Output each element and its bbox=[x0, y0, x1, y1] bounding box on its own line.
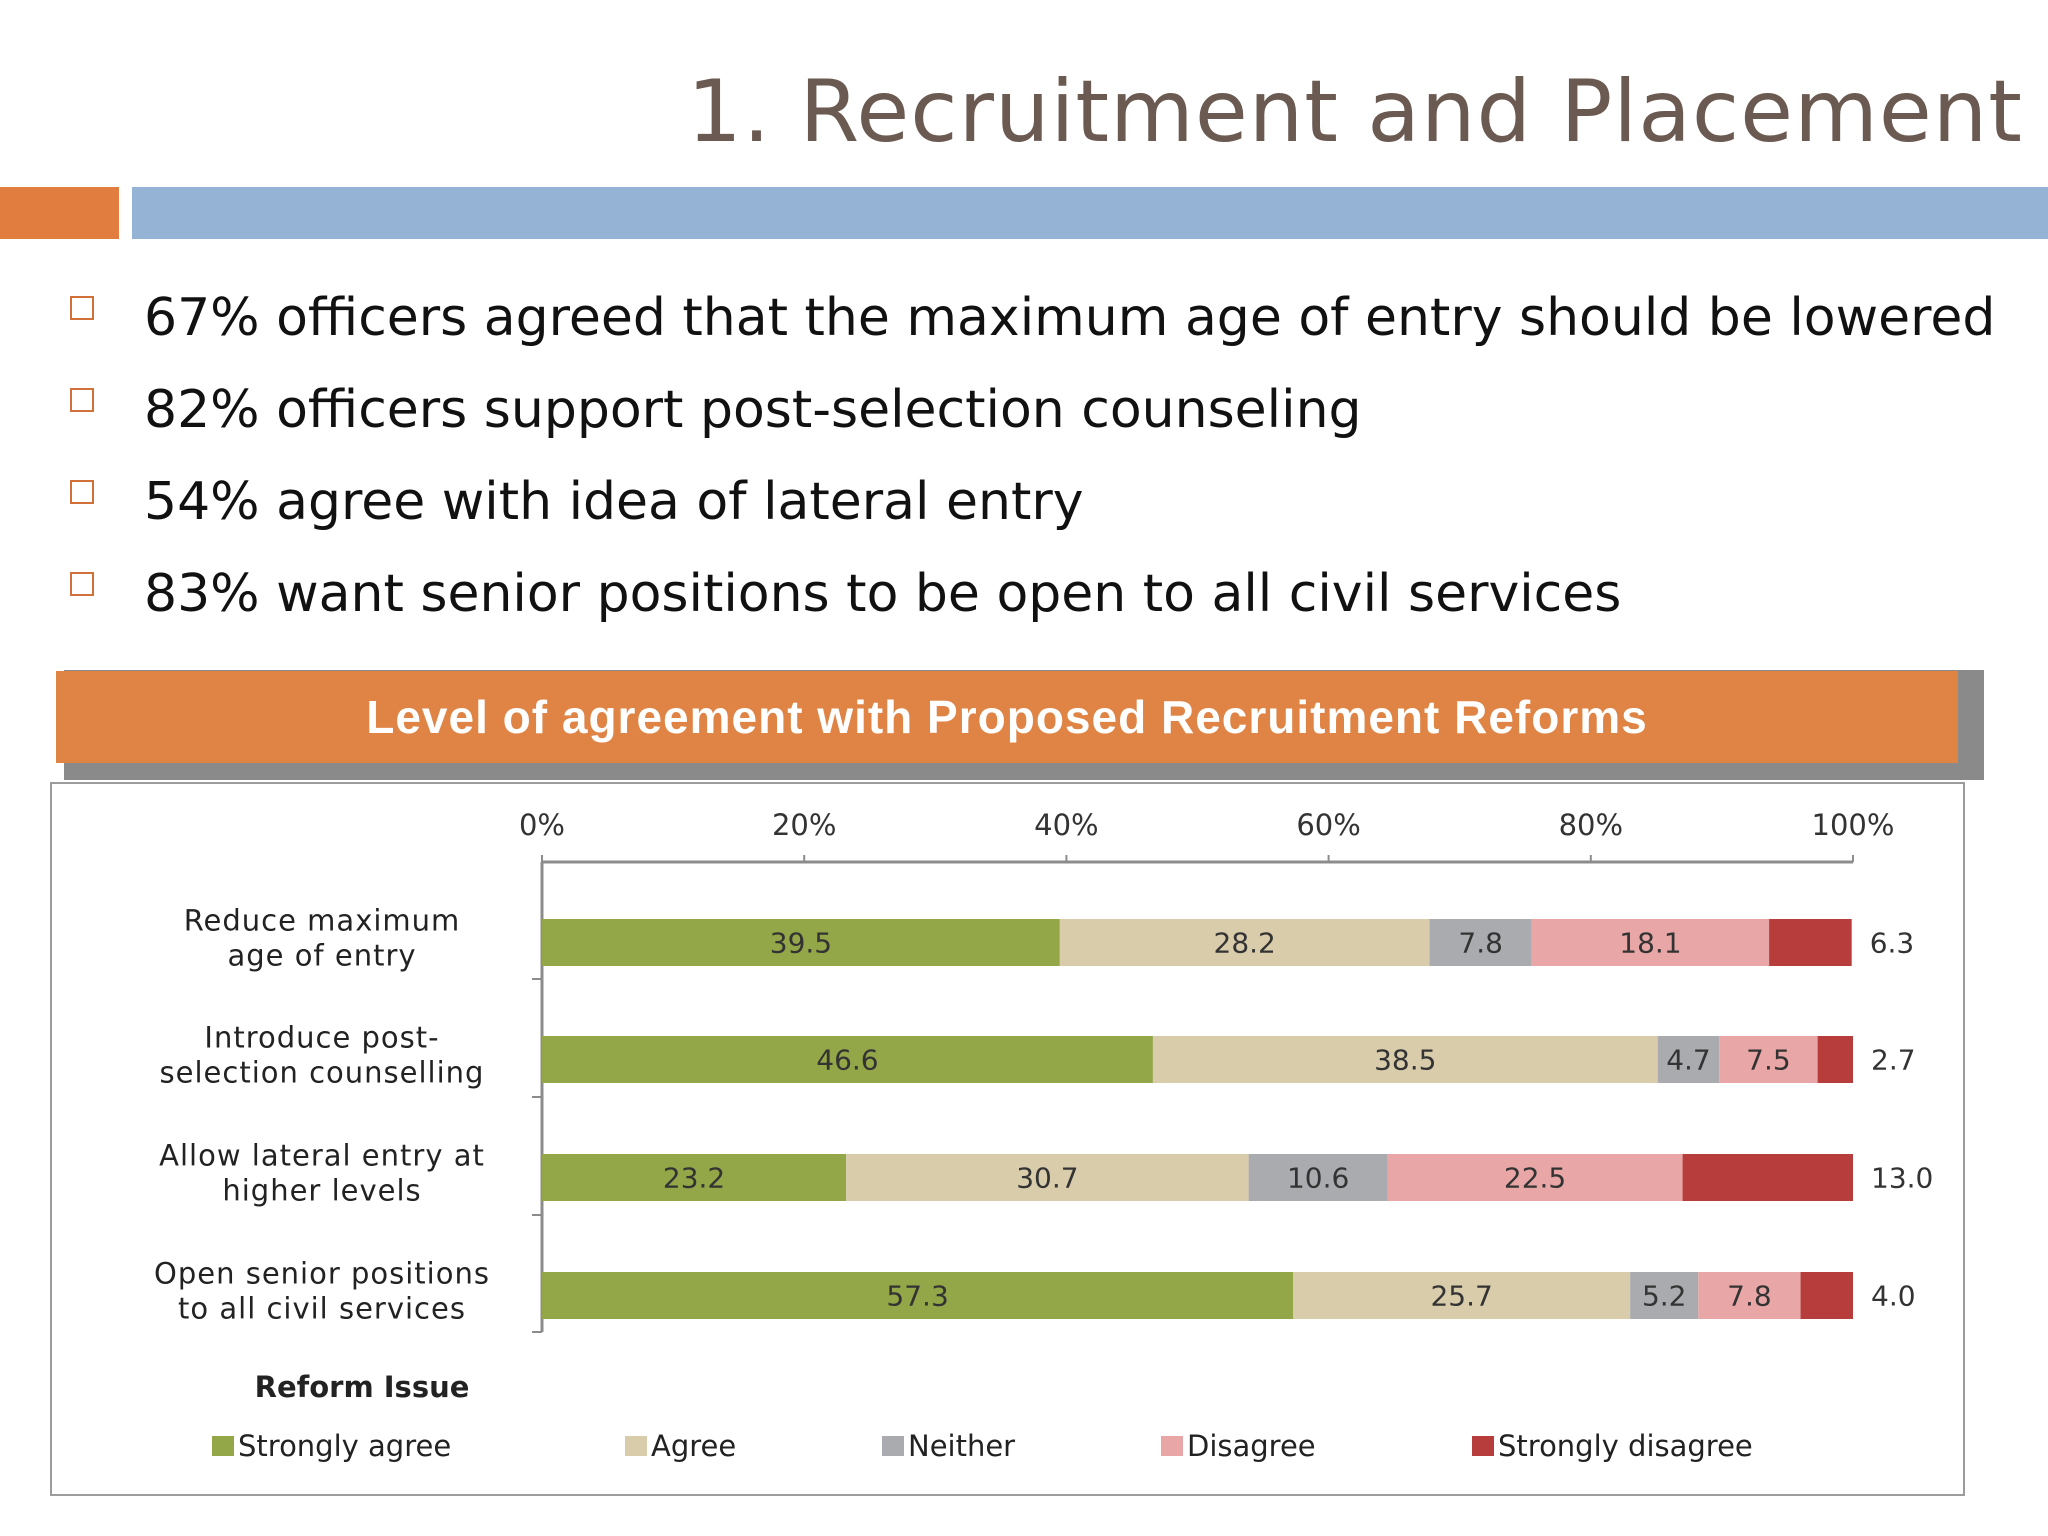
legend-label: Strongly disagree bbox=[1498, 1429, 1753, 1463]
legend-swatch bbox=[212, 1436, 234, 1456]
bullet-text: 54% agree with idea of lateral entry bbox=[144, 472, 1084, 532]
data-label: 18.1 bbox=[1619, 926, 1682, 960]
category-label: to all civil services bbox=[178, 1291, 466, 1326]
chart-frame bbox=[50, 782, 1965, 1496]
x-tick-label: 40% bbox=[1034, 808, 1099, 842]
legend-swatch bbox=[625, 1436, 647, 1456]
data-label: 5.2 bbox=[1641, 1279, 1687, 1313]
data-label: 57.3 bbox=[886, 1279, 949, 1313]
y-axis-title: Reform Issue bbox=[254, 1370, 470, 1404]
square-bullet-icon bbox=[70, 572, 94, 596]
data-label: 23.2 bbox=[662, 1161, 726, 1195]
category-label: Open senior positions bbox=[154, 1256, 490, 1291]
bar-segment bbox=[1683, 1154, 1853, 1201]
bullet-item bbox=[70, 456, 1995, 548]
legend-label: Agree bbox=[651, 1429, 737, 1463]
x-tick-label: 60% bbox=[1296, 808, 1361, 842]
chart-banner: Level of agreement with Proposed Recruitment Reforms bbox=[56, 671, 1958, 763]
square-bullet-icon bbox=[70, 480, 94, 504]
square-bullet-icon bbox=[70, 388, 94, 412]
x-tick-label: 0% bbox=[518, 808, 566, 842]
x-tick-label: 80% bbox=[1558, 808, 1624, 842]
data-label: 7.8 bbox=[1458, 926, 1503, 960]
square-bullet-icon bbox=[70, 296, 94, 320]
data-label: 38.5 bbox=[1374, 1043, 1437, 1077]
accent-bar-blue bbox=[132, 187, 2048, 239]
bullet-item bbox=[70, 272, 1995, 364]
bullet-text: 82% officers support post-selection counseling bbox=[144, 380, 1362, 440]
bullet-item bbox=[70, 364, 1995, 456]
legend-label: Strongly agree bbox=[238, 1429, 452, 1463]
legend-swatch bbox=[882, 1436, 904, 1456]
bullet-item bbox=[70, 548, 1995, 640]
data-label: 22.5 bbox=[1503, 1161, 1567, 1195]
bullet-list bbox=[70, 272, 1995, 640]
data-label: 39.5 bbox=[769, 926, 833, 960]
data-label: 28.2 bbox=[1213, 926, 1276, 960]
data-label: 7.8 bbox=[1727, 1279, 1772, 1313]
data-label: 25.7 bbox=[1430, 1279, 1493, 1313]
slide-title: 1. Recruitment and Placement bbox=[687, 62, 2023, 162]
legend-swatch bbox=[1161, 1436, 1183, 1456]
data-label: 6.3 bbox=[1869, 926, 1915, 960]
x-tick-label: 20% bbox=[771, 808, 837, 842]
data-label: 4.7 bbox=[1666, 1043, 1711, 1077]
data-label: 7.5 bbox=[1746, 1043, 1791, 1077]
category-label: selection counselling bbox=[159, 1055, 485, 1090]
category-label: higher levels bbox=[222, 1173, 422, 1208]
data-label: 13.0 bbox=[1871, 1161, 1934, 1195]
x-tick-label: 100% bbox=[1811, 808, 1895, 842]
data-label: 2.7 bbox=[1871, 1043, 1916, 1077]
bullet-text: 83% want senior positions to be open to all civil services bbox=[144, 564, 1622, 624]
stacked-bar-chart bbox=[52, 784, 1963, 1494]
accent-bar-orange bbox=[0, 187, 119, 239]
category-label: Introduce post- bbox=[204, 1020, 440, 1055]
legend-label: Neither bbox=[908, 1429, 1016, 1463]
category-label: Allow lateral entry at bbox=[159, 1138, 485, 1173]
category-label: Reduce maximum bbox=[183, 903, 461, 938]
legend-label: Disagree bbox=[1187, 1429, 1316, 1463]
data-label: 4.0 bbox=[1871, 1279, 1916, 1313]
data-label: 30.7 bbox=[1016, 1161, 1079, 1195]
bar-segment bbox=[1769, 919, 1852, 966]
bar-segment bbox=[1801, 1272, 1853, 1319]
legend-swatch bbox=[1472, 1436, 1494, 1456]
bar-segment bbox=[1818, 1036, 1853, 1083]
bullet-text: 67% officers agreed that the maximum age of entry should be lowered bbox=[144, 288, 1996, 348]
category-label: age of entry bbox=[227, 938, 417, 973]
data-label: 10.6 bbox=[1286, 1161, 1350, 1195]
data-label: 46.6 bbox=[816, 1043, 879, 1077]
